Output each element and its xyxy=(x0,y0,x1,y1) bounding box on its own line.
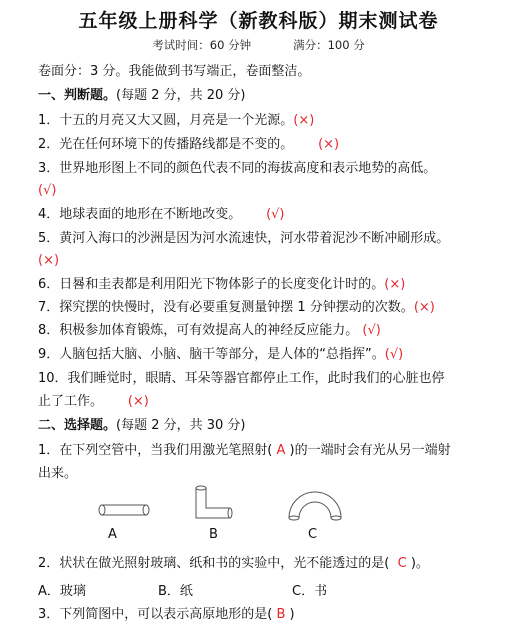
choice-q1-cont: 出来。 xyxy=(38,466,78,481)
judge-item-2 xyxy=(38,136,339,154)
exam-info xyxy=(0,37,517,53)
judge-item-answer: (×) xyxy=(384,277,406,292)
choice-q1 xyxy=(38,442,451,460)
arched-tube-figure xyxy=(285,488,345,522)
option-b: B．纸 xyxy=(158,584,193,599)
judge-item-answer: (×) xyxy=(127,394,149,409)
judge-item-3 xyxy=(38,160,436,178)
exam-score: 满分：100 分 xyxy=(293,38,365,52)
judge-item-10-cont xyxy=(38,393,149,411)
bent-tube-figure xyxy=(190,484,240,524)
question-answer: C xyxy=(397,556,407,571)
option-a: A．玻璃 xyxy=(38,584,86,599)
judge-item-answer: (×) xyxy=(413,300,435,315)
choice-q2 xyxy=(38,555,429,573)
judge-item-answer: (×) xyxy=(38,253,60,268)
judge-item-5-cont xyxy=(38,252,59,270)
judge-item-answer: (√) xyxy=(38,183,57,198)
judge-item-10 xyxy=(38,370,445,388)
question-text: 2．状状在做光照射玻璃、纸和书的实验中，光不能透过的是( xyxy=(38,556,390,571)
section-1-heading xyxy=(38,87,246,105)
judge-item-text: 9．人脑包括大脑、小脑、脑干等部分，是人体的“总指挥”。 xyxy=(38,347,385,362)
question-answer: B xyxy=(276,607,286,622)
judge-item-5 xyxy=(38,230,449,248)
judge-item-3-cont xyxy=(38,182,56,200)
judge-item-text: 8．积极参加体育锻炼，可有效提高人的神经反应能力。 xyxy=(38,323,359,338)
judge-item-text: 5．黄河入海口的沙洲是因为河水流速快，河水带着泥沙不断冲刷形成。 xyxy=(38,231,450,246)
figure-label-a: A xyxy=(108,527,117,542)
judge-item-4 xyxy=(38,206,285,224)
judge-item-9 xyxy=(38,346,403,364)
judge-item-text: 止了工作。 xyxy=(38,394,104,409)
judge-item-text: 1．十五的月亮又大又圆，月亮是一个光源。 xyxy=(38,113,294,128)
option-c: C．书 xyxy=(292,584,328,599)
intro-line: 卷面分：3 分。我能做到书写端正，卷面整洁。 xyxy=(38,64,311,79)
judge-item-answer: (√) xyxy=(362,323,381,338)
judge-item-text: 4．地球表面的地形在不断地改变。 xyxy=(38,207,242,222)
section-1-title: 一、判断题。 xyxy=(38,88,117,103)
judge-item-answer: (√) xyxy=(266,207,285,222)
judge-item-1 xyxy=(38,112,314,130)
judge-item-text: 7．探究摆的快慢时，没有必要重复测量钟摆 1 分钟摆动的次数。 xyxy=(38,300,414,315)
section-2-heading xyxy=(38,417,246,435)
exam-time: 考试时间：60 分钟 xyxy=(152,38,252,52)
judge-item-answer: (√) xyxy=(384,347,404,362)
judge-item-7 xyxy=(38,299,435,317)
judge-item-answer: (×) xyxy=(318,137,340,152)
question-text: )的一端时会有光从另一端射 xyxy=(289,443,451,458)
question-text: 3．下列简图中，可以表示高原地形的是( xyxy=(38,607,273,622)
judge-item-6 xyxy=(38,276,405,294)
question-text: )。 xyxy=(410,556,429,571)
page-title: 五年级上册科学（新教科版）期末测试卷 xyxy=(78,10,439,32)
question-text: ) xyxy=(289,607,295,622)
figure-label-c: C xyxy=(308,527,318,542)
judge-item-text: 6．日晷和圭表都是利用阳光下物体影子的长度变化计时的。 xyxy=(38,277,385,292)
judge-item-answer: (×) xyxy=(293,113,315,128)
straight-tube-figure xyxy=(96,496,156,522)
choice-q3 xyxy=(38,606,295,624)
judge-item-8 xyxy=(38,322,381,340)
figure-label-b: B xyxy=(209,527,218,542)
question-answer: A xyxy=(276,443,286,458)
judge-item-text: 2．光在任何环境下的传播路线都是不变的。 xyxy=(38,137,294,152)
judge-item-text: 3．世界地形图上不同的颜色代表不同的海拔高度和表示地势的高低。 xyxy=(38,161,437,176)
section-2-title: 二、选择题。 xyxy=(38,418,117,433)
judge-item-text: 10．我们睡觉时，眼睛、耳朵等器官都停止工作，此时我们的心脏也停 xyxy=(38,371,445,386)
question-text: 1．在下列空管中，当我们用激光笔照射( xyxy=(38,443,273,458)
section-1-note: (每题 2 分，共 20 分) xyxy=(116,88,246,103)
section-2-note: (每题 2 分，共 30 分) xyxy=(116,418,246,433)
